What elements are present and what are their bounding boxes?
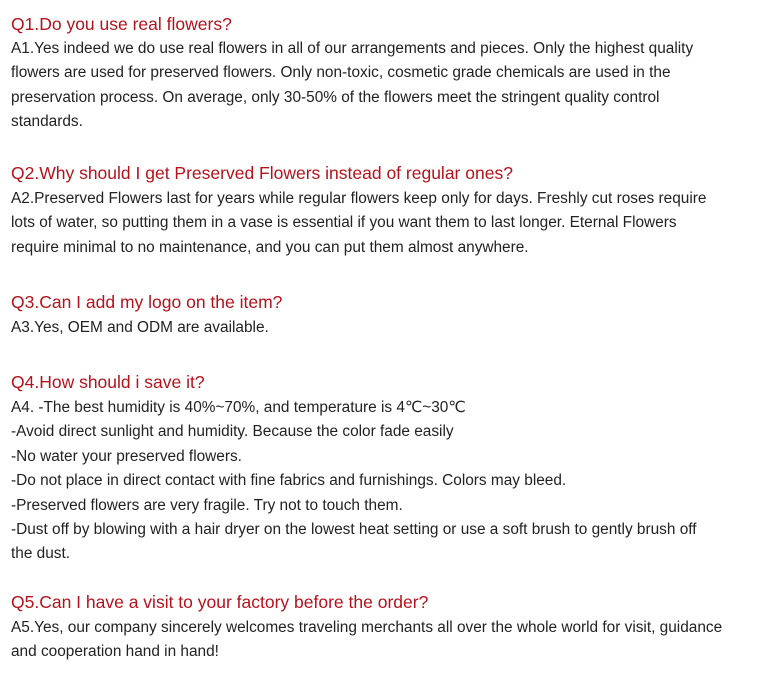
answer-line: -No water your preserved flowers. [11, 447, 242, 465]
answer-1 [11, 37, 693, 135]
answer-line: A1.Yes indeed we do use real flowers in all of our arrangements and pieces. Only the highest quality [11, 40, 694, 57]
answer-line: and cooperation hand in hand! [11, 643, 219, 661]
question-3: Q3.Can I add my logo on the item? [11, 292, 283, 312]
faq-item-2 [11, 161, 706, 260]
answer-2 [11, 187, 706, 260]
answer-line: -Do not place in direct contact with fine fabrics and furnishings. Colors may bleed. [11, 472, 567, 490]
answer-line: A2.Preserved Flowers last for years while regular flowers keep only for days. Freshly cut roses require [11, 190, 707, 207]
answer-line: require minimal to no maintenance, and you can put them almost anywhere. [11, 238, 529, 256]
faq-item-3 [11, 290, 282, 340]
answer-line: -Preserved flowers are very fragile. Try not to touch them. [11, 496, 403, 514]
answer-line: A4. -The best humidity is 40%~70%, and temperature is 4℃~30℃ [11, 399, 466, 416]
answer-line: -Avoid direct sunlight and humidity. Because the color fade easily [11, 423, 454, 441]
answer-line: -Dust off by blowing with a hair dryer on the lowest heat setting or use a soft brush to gently brush off [11, 521, 697, 539]
faq-item-5 [11, 590, 722, 665]
answer-line: flowers are used for preserved flowers. Only non-toxic, cosmetic grade chemicals are used in the [11, 64, 671, 82]
question-1: Q1.Do you use real flowers? [11, 14, 232, 34]
answer-4 [11, 396, 697, 567]
answer-line: standards. [11, 113, 83, 131]
answer-line: preservation process. On average, only 30-50% of the flowers meet the stringent quality control [11, 88, 660, 106]
answer-3 [11, 316, 282, 340]
answer-line: A5.Yes, our company sincerely welcomes traveling merchants all over the whole world for visit, guidance [11, 619, 723, 636]
answer-line: the dust. [11, 545, 71, 563]
question-4: Q4.How should i save it? [11, 372, 205, 392]
faq-item-4 [11, 370, 697, 567]
question-5: Q5.Can I have a visit to your factory before the order? [11, 592, 429, 612]
faq-item-1 [11, 12, 693, 135]
question-2: Q2.Why should I get Preserved Flowers instead of regular ones? [11, 163, 513, 183]
answer-5 [11, 616, 722, 665]
answer-line: lots of water, so putting them in a vase is essential if you want them to last longer. Eternal Flowers [11, 214, 677, 232]
answer-line: A3.Yes, OEM and ODM are available. [11, 319, 269, 336]
